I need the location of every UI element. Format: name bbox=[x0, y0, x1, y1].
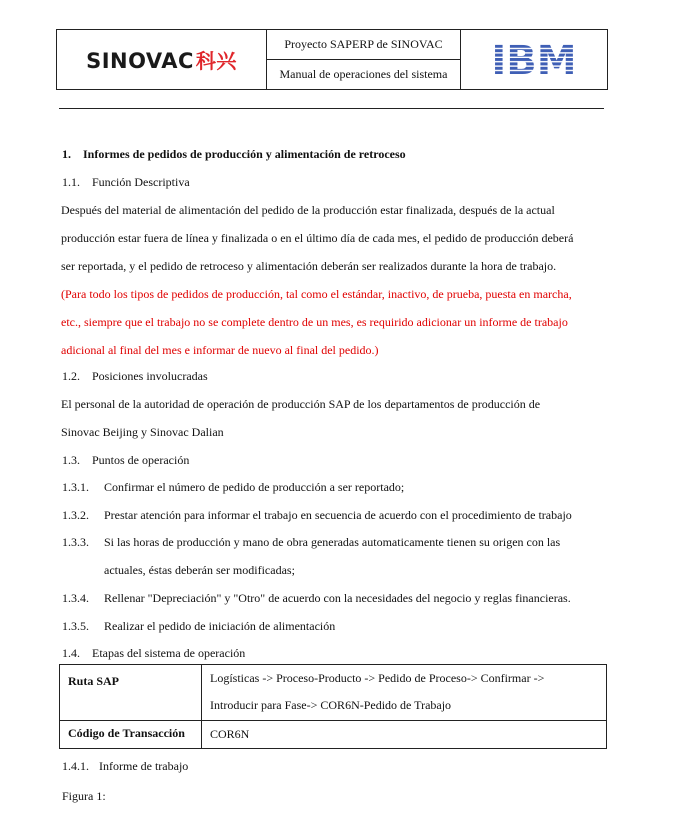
body-line: El personal de la autoridad de operación de producción SAP de los departamentos de producción de bbox=[61, 397, 541, 411]
sinovac-logo-cell bbox=[57, 30, 267, 90]
operation-steps-table bbox=[59, 664, 607, 749]
ibm-logo bbox=[489, 36, 579, 80]
route-label: Ruta SAP bbox=[60, 665, 202, 721]
list-item-continuation: actuales, éstas deberán ser modificadas; bbox=[104, 563, 295, 577]
ibm-logo-cell bbox=[461, 30, 608, 90]
route-value: Logísticas -> Proceso-Producto -> Pedido de Proceso-> Confirmar -> Introducir para Fase-> COR6N-Pedido de Trabajo bbox=[202, 665, 607, 721]
sinovac-logo: SINOVAC 科兴 bbox=[86, 49, 237, 73]
section-1-3-heading: 1.3. Puntos de operación bbox=[62, 453, 190, 467]
note-line: (Para todo los tipos de pedidos de producción, tal como el estándar, inactivo, de prueba, puesta en marcha, bbox=[61, 287, 572, 301]
section-1-heading: 1. Informes de pedidos de producción y alimentación de retroceso bbox=[62, 147, 406, 161]
svg-text:IBM: IBM bbox=[491, 37, 577, 80]
transaction-code-value: COR6N bbox=[202, 721, 607, 749]
list-item: 1.3.3. Si las horas de producción y mano de obra generadas automaticamente tienen su origen con las bbox=[62, 535, 561, 549]
header-divider bbox=[59, 108, 604, 109]
transaction-code-label: Código de Transacción bbox=[60, 721, 202, 749]
body-line: Sinovac Beijing y Sinovac Dalian bbox=[61, 425, 224, 439]
list-item: 1.3.1. Confirmar el número de pedido de producción a ser reportado; bbox=[62, 480, 405, 494]
section-1-4-1-heading: 1.4.1. Informe de trabajo bbox=[62, 759, 189, 773]
list-item: 1.3.2. Prestar atención para informar el trabajo en secuencia de acuerdo con el procedimiento de trabajo bbox=[62, 508, 572, 522]
note-line: adicional al final del mes e informar de nuevo al final del pedido.) bbox=[61, 343, 379, 357]
body-line: ser reportada, y el pedido de retroceso y alimentación deberán ser realizados durante la hora de trabajo. bbox=[61, 259, 557, 273]
document-header bbox=[56, 29, 608, 90]
body-line: Después del material de alimentación del pedido de la producción estar finalizada, después de la actual bbox=[61, 203, 555, 217]
project-name: Proyecto SAPERP de SINOVAC bbox=[267, 30, 461, 60]
list-item: 1.3.5. Realizar el pedido de iniciación de alimentación bbox=[62, 619, 336, 633]
body-line: producción estar fuera de línea y finalizada o en el último día de cada mes, el pedido de producción deberá bbox=[61, 231, 574, 245]
figure-label: Figura 1: bbox=[62, 789, 106, 803]
note-line: etc., siempre que el trabajo no se complete dentro de un mes, es requirido adicionar un informe de trabajo bbox=[61, 315, 568, 329]
section-1-4-heading: 1.4. Etapas del sistema de operación bbox=[62, 646, 246, 660]
list-item: 1.3.4. Rellenar "Depreciación" y "Otro" de acuerdo con la necesidades del negocio y reglas financieras. bbox=[62, 591, 571, 605]
section-1-2-heading: 1.2. Posiciones involucradas bbox=[62, 369, 208, 383]
manual-title: Manual de operaciones del sistema bbox=[267, 60, 461, 90]
section-1-1-heading: 1.1. Función Descriptiva bbox=[62, 175, 190, 189]
